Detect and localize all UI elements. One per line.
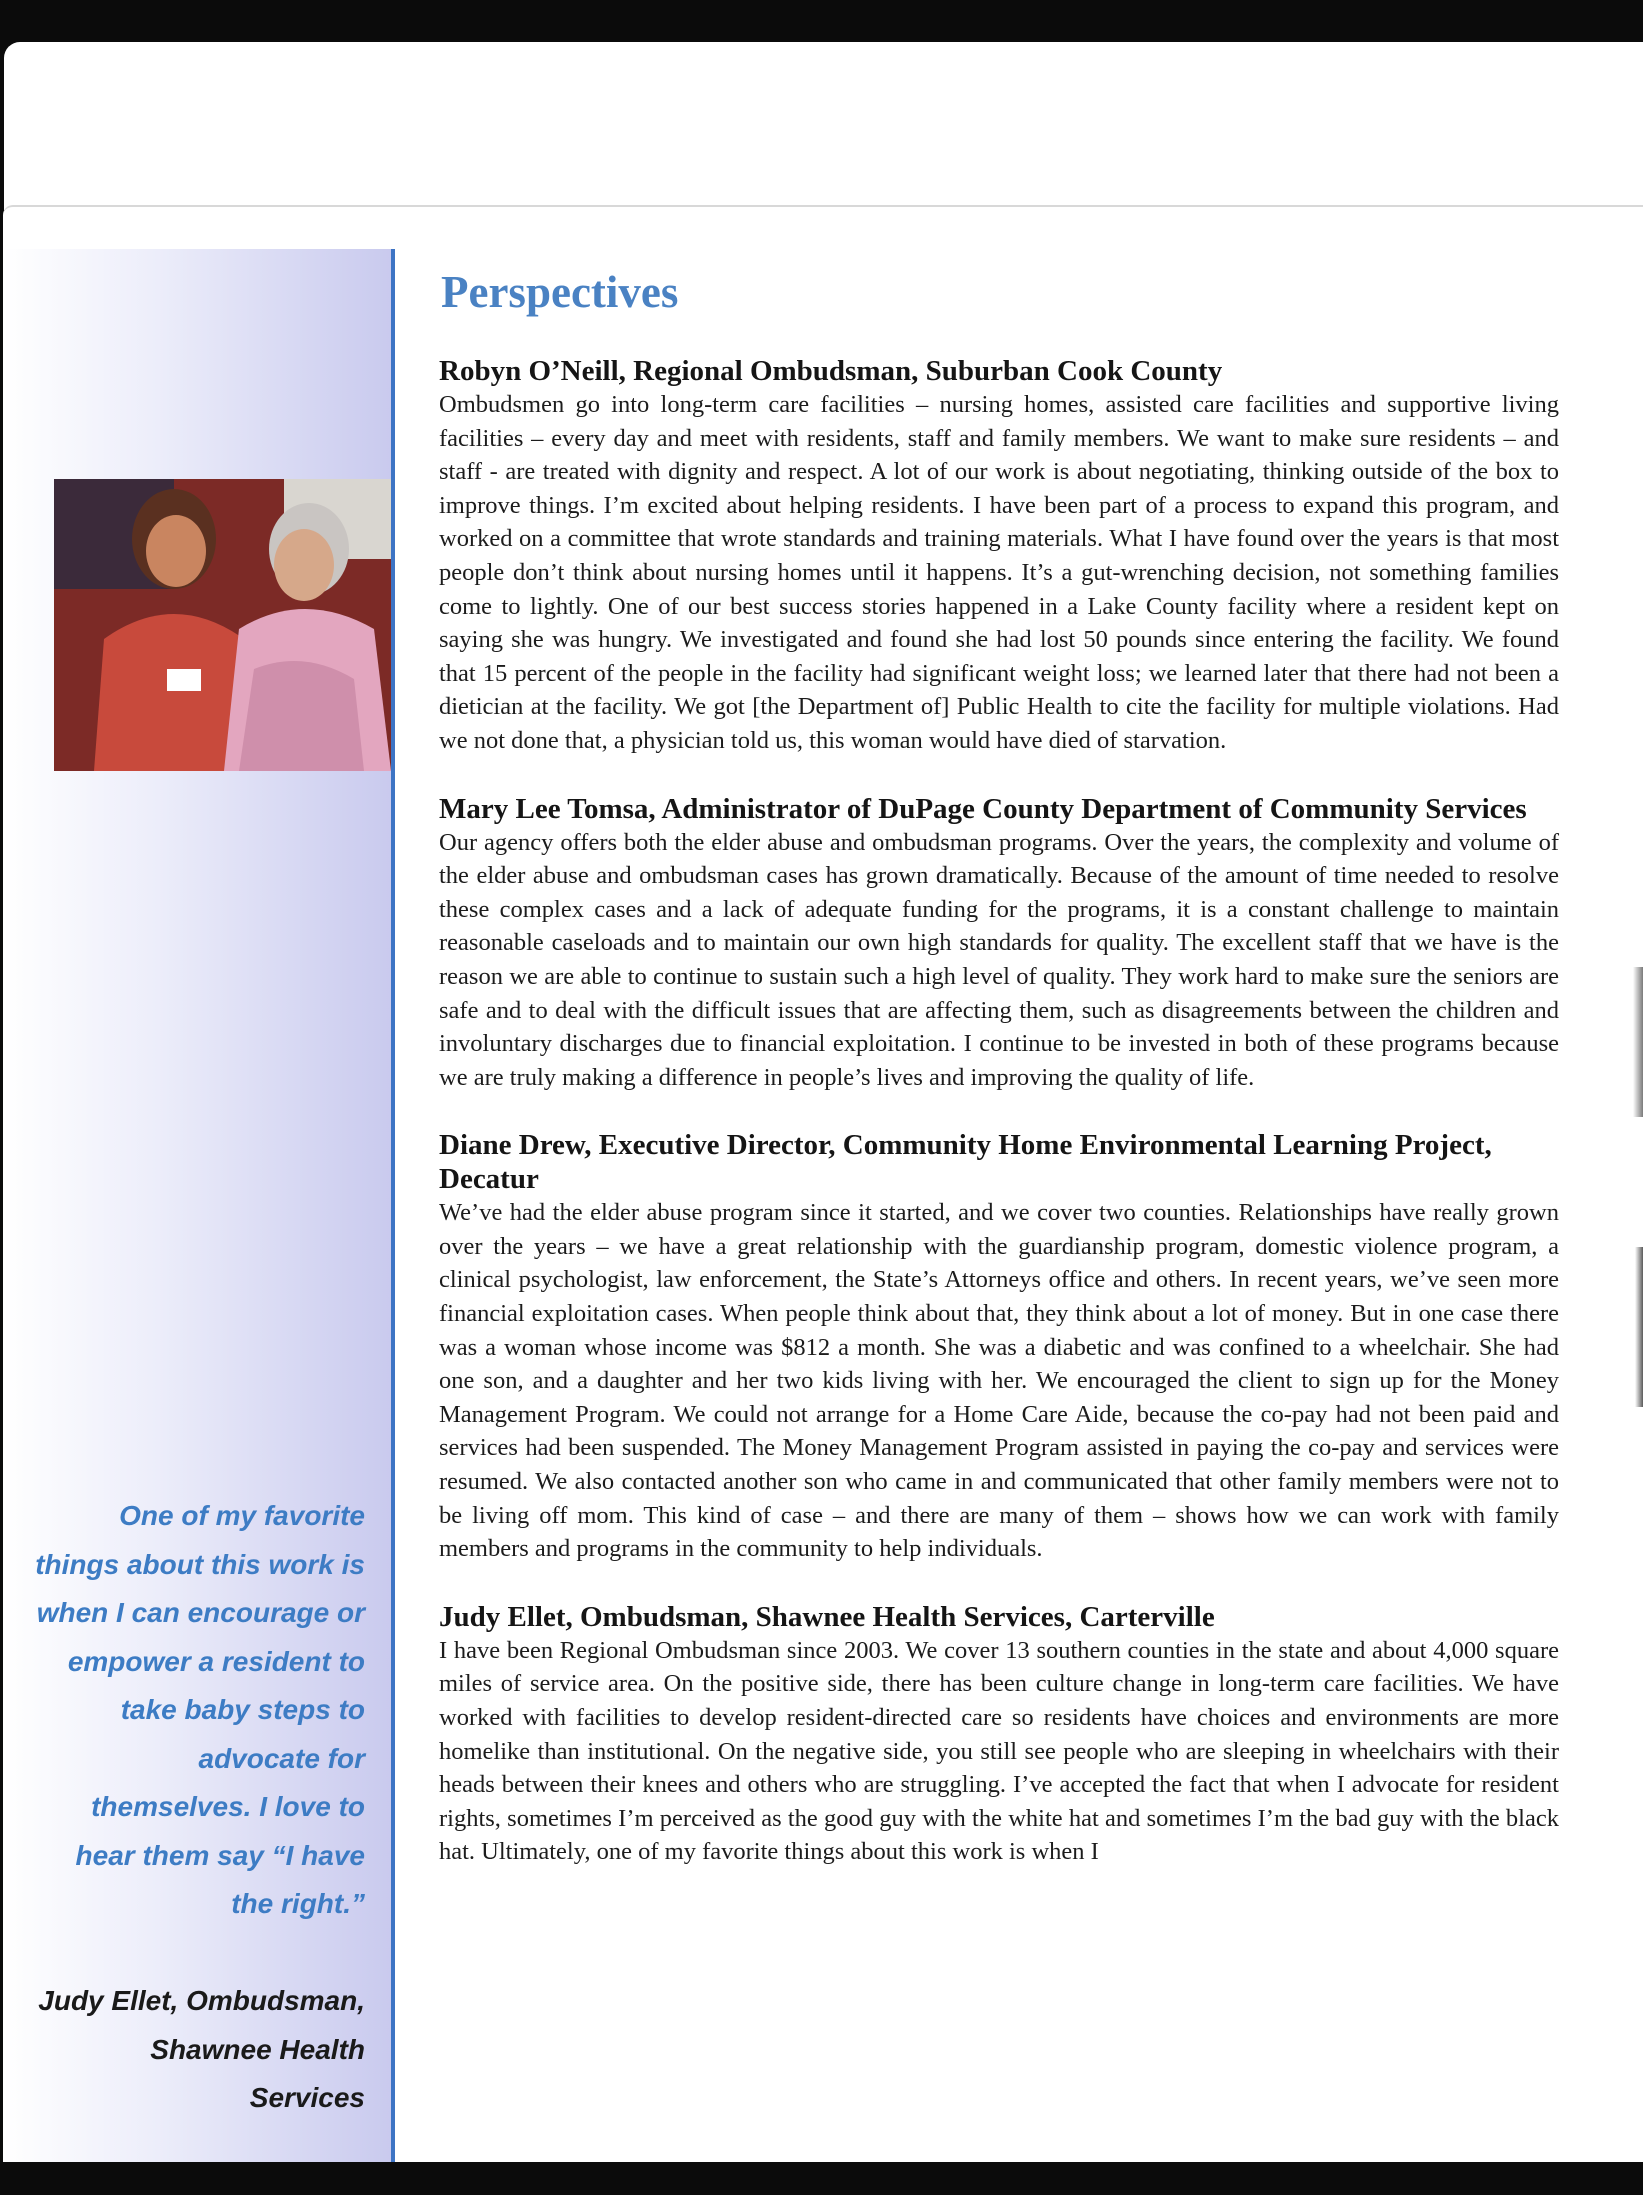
section-heading: Judy Ellet, Ombudsman, Shawnee Health Services, Carterville <box>439 1600 1215 1633</box>
section-body: We’ve had the elder abuse program since it started, and we cover two counties. Relationships have really grown over the years – we have a great relationship with the guardianship program, domestic violence program, a clinical psychologist, law enforcement, the State’s Attorneys office and others. In recent years, we’ve seen more financial exploitation cases. When people think about that, they think about a lot of money. But in one case there was a woman whose income was $812 a month. She was a diabetic and was confined to a wheelchair. She had one son, and a daughter and her two kids living with her. We encouraged the client to sign up for the Money Management Program. We could not arrange for a Home Care Aide, because the co-pay had not been paid and services had been suspended. The Money Management Program assisted in paying the co-pay and services were resumed. We also contacted another son who came in and communicated that other family members were not to be living off mom. This kind of case – and there are many of them – shows how we can work with family members and programs in the community to help individuals. <box>439 1199 1559 1563</box>
main-content <box>439 262 1559 1903</box>
section-judy-ellet <box>439 1600 1559 1869</box>
section-mary-lee-tomsa <box>439 792 1559 1095</box>
section-heading: Diane Drew, Executive Director, Community Home Environmental Learning Project, Decatur <box>439 1129 1492 1196</box>
section-robyn-oneill <box>439 354 1559 758</box>
scan-edge-shadow <box>1635 1247 1643 1407</box>
sidebar-divider <box>391 249 395 2162</box>
scanned-top-sheet <box>4 42 1643 210</box>
section-body: I have been Regional Ombudsman since 2003. We cover 13 southern counties in the state and about 4,000 square miles of service area. On the positive side, there has been culture change in long-term care facilities. We have worked with facilities to develop resident-directed care so residents have choices and environments are more homelike than institutional. On the negative side, you still see people who are sleeping in wheelchairs with their heads between their knees and others who are struggling. I’ve accepted the fact that when I advocate for resident rights, sometimes I’m perceived as the good guy with the white hat and sometimes I’m the bad guy with the black hat. Ultimately, one of my favorite things about this work is when I <box>439 1636 1559 1866</box>
section-heading: Robyn O’Neill, Regional Ombudsman, Suburban Cook County <box>439 355 1223 387</box>
pull-quote-attribution: Judy Ellet, Ombudsman, Shawnee Health Services <box>38 1985 365 2113</box>
section-body: Ombudsmen go into long-term care facilities – nursing homes, assisted care facilities and supportive living facilities – every day and meet with residents, staff and family members. We want to make sure residents – and staff - are treated with dignity and respect. A lot of our work is about negotiating, thinking outside of the box to improve things. I’m excited about helping residents. I have been part of a process to expand this program, and worked on a committee that wrote standards and training materials. What I have found over the years is that most people don’t think about nursing homes until it happens. It’s a gut-wrenching decision, not something families come to lightly. One of our best success stories happened in a Lake County facility where a resident kept on saying she was hungry. We investigated and found she had lost 50 pounds since entering the facility. We found that 15 percent of the people in the facility had significant weight loss; we learned later that there had not been a dietician at the facility. We got [the Department of] Public Health to cite the facility for multiple violations. Had we not done that, a physician told us, this woman would have died of starvation. <box>439 391 1559 754</box>
section-diane-drew <box>439 1128 1559 1566</box>
section-heading: Mary Lee Tomsa, Administrator of DuPage County Department of Community Services <box>439 792 1527 825</box>
page-title: Perspectives <box>441 267 679 317</box>
scan-edge-shadow <box>1633 967 1643 1117</box>
document-page <box>3 205 1643 2162</box>
section-body: Our agency offers both the elder abuse and ombudsman programs. Over the years, the complexity and volume of the elder abuse and ombudsman cases has grown dramatically. Because of the amount of time needed to resolve these complex cases and a lack of adequate funding for the programs, it is a constant challenge to maintain reasonable caseloads and to maintain our own high standards for quality. The excellent staff that we have is the reason we are able to continue to sustain such a high level of quality. They work hard to make sure the seniors are safe and to deal with the difficult issues that are affecting them, such as disagreements between the children and involuntary discharges due to financial exploitation. I continue to be invested in both of these programs because we are truly making a difference in people’s lives and improving the quality of life. <box>439 828 1559 1091</box>
pull-quote: One of my favorite things about this work is when I can encourage or empower a resident to take baby steps to advocate for themselves. I love to hear them say “I have the right.” <box>35 1500 365 1919</box>
photo-caregiver-and-resident <box>54 479 391 771</box>
